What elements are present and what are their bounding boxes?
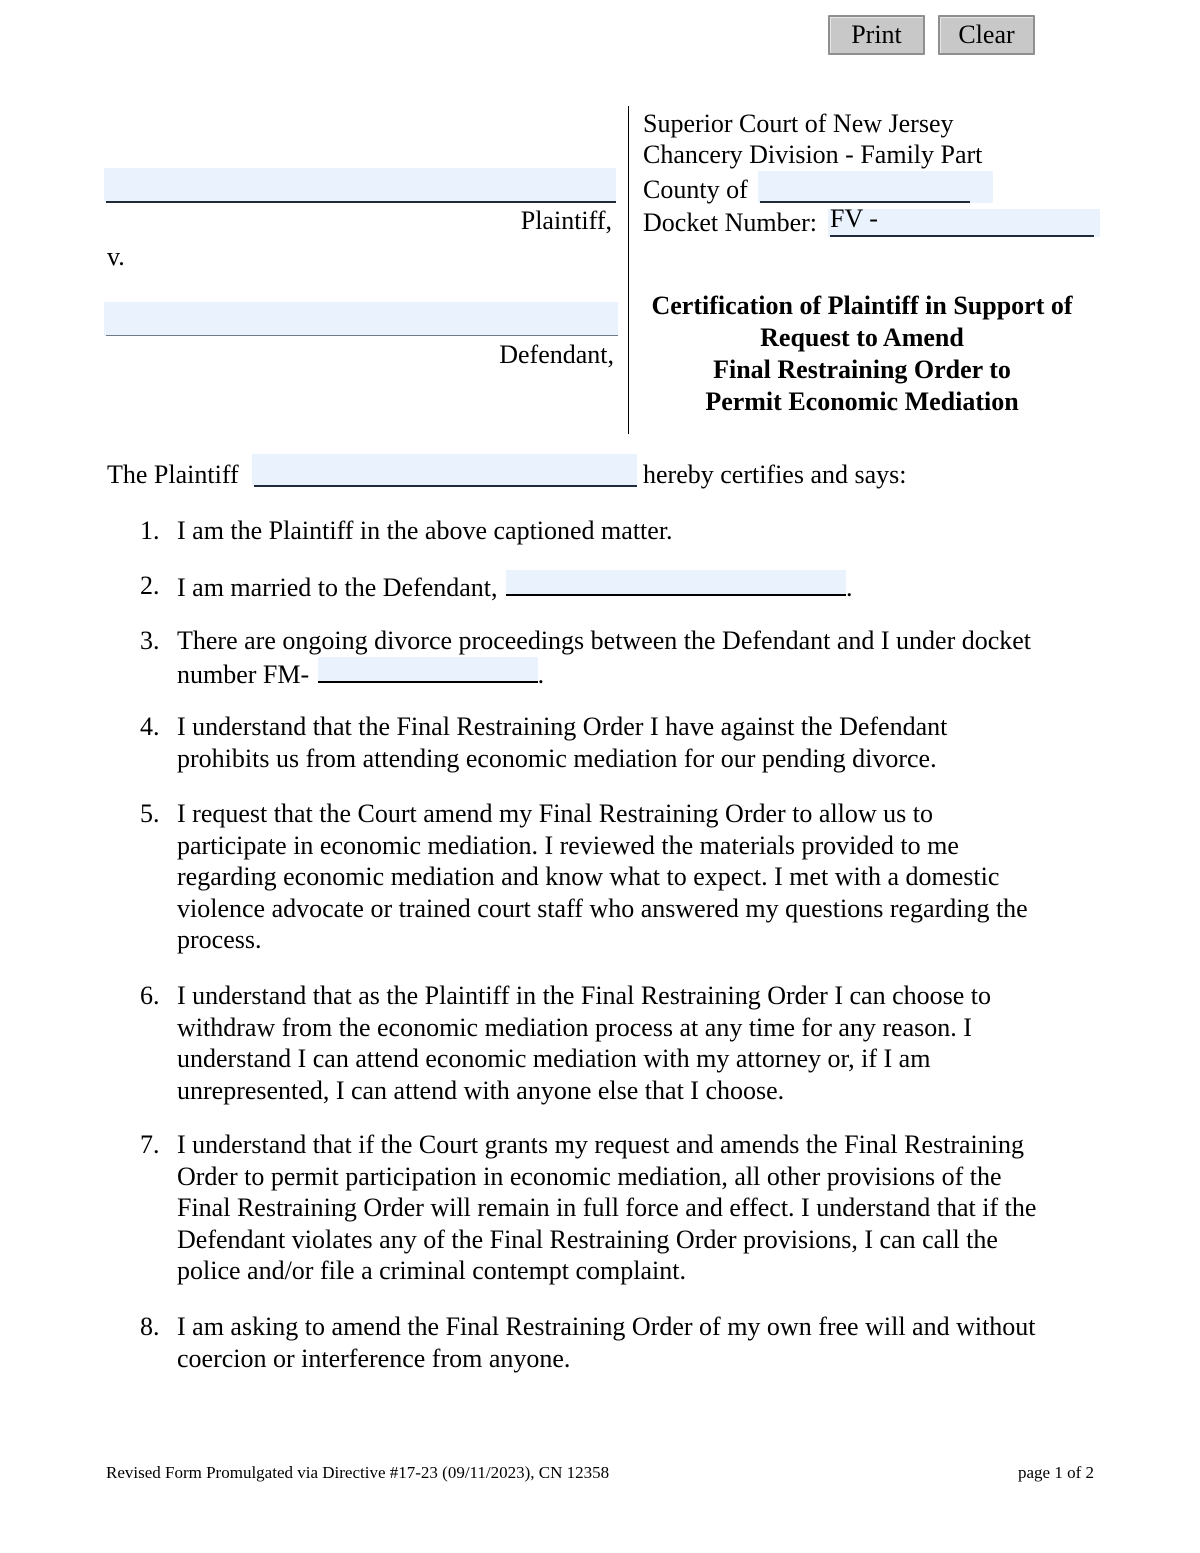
county-label: County of bbox=[643, 175, 748, 204]
certifying-plaintiff-field[interactable] bbox=[252, 454, 637, 486]
item-text: prohibits us from attending economic mediation for our pending divorce. bbox=[177, 743, 937, 773]
item-text: understand I can attend economic mediation with my attorney or, if I am bbox=[177, 1044, 931, 1073]
plaintiff-name-line bbox=[106, 201, 616, 203]
defendant-name-line bbox=[106, 335, 618, 336]
item-text: process. bbox=[177, 925, 262, 954]
print-button[interactable]: Print bbox=[828, 15, 925, 55]
title-line: Permit Economic Mediation bbox=[705, 387, 1019, 416]
caption-divider bbox=[628, 106, 629, 434]
footer-revision: Revised Form Promulgated via Directive #17-23 (09/11/2023), CN 12358 bbox=[106, 1463, 610, 1482]
item-text: participate in economic mediation. I reviewed the materials provided to me bbox=[177, 830, 959, 860]
county-field[interactable] bbox=[758, 171, 993, 203]
versus-label: v. bbox=[107, 242, 125, 271]
certifying-plaintiff-line bbox=[254, 485, 637, 487]
page-number: page 1 of 2 bbox=[1017, 1463, 1094, 1482]
item-text: police and/or file a criminal contempt complaint. bbox=[177, 1256, 686, 1285]
item-text: Order to permit participation in economic mediation, all other provisions of the bbox=[177, 1161, 1002, 1191]
married-defendant-field[interactable] bbox=[506, 570, 846, 596]
item-number: 4. bbox=[140, 712, 160, 741]
item-text: I am married to the Defendant, bbox=[177, 573, 498, 602]
item-text: regarding economic mediation and know what to expect. I met with a domestic bbox=[177, 862, 1000, 891]
plaintiff-label: Plaintiff, bbox=[520, 206, 612, 235]
title-line: Certification of Plaintiff in Support of bbox=[651, 291, 1073, 320]
item-text: I am the Plaintiff in the above captioned matter. bbox=[177, 516, 673, 545]
item-text: withdraw from the economic mediation process at any time for any reason. I bbox=[177, 1012, 972, 1042]
docket-label: Docket Number: bbox=[643, 208, 818, 237]
item-text: I understand that the Final Restraining Order I have against the Defendant bbox=[177, 712, 948, 741]
item-number: 7. bbox=[140, 1130, 160, 1159]
item-text: unrepresented, I can attend with anyone else that I choose. bbox=[177, 1075, 785, 1105]
item-number: 2. bbox=[140, 571, 160, 600]
item-text: I understand that as the Plaintiff in the Final Restraining Order I can choose to bbox=[177, 981, 991, 1010]
title-line: Final Restraining Order to bbox=[713, 355, 1011, 384]
item-text: Defendant violates any of the Final Restraining Order provisions, I can call the bbox=[177, 1224, 998, 1254]
plaintiff-name-field[interactable] bbox=[104, 168, 616, 202]
item-text: violence advocate or trained court staff who answered my questions regarding the bbox=[177, 893, 1028, 923]
item-number: 3. bbox=[140, 626, 160, 655]
item-number: 1. bbox=[140, 516, 160, 545]
form-title bbox=[636, 290, 1088, 418]
item-text: coercion or interference from anyone. bbox=[177, 1343, 571, 1373]
defendant-name-field[interactable] bbox=[104, 302, 618, 336]
fm-docket-field[interactable] bbox=[318, 657, 538, 683]
title-line: Request to Amend bbox=[760, 323, 964, 352]
docket-line bbox=[830, 235, 1094, 237]
intro-after: hereby certifies and says: bbox=[643, 460, 907, 489]
item-number: 6. bbox=[140, 981, 160, 1010]
clear-button[interactable]: Clear bbox=[938, 15, 1035, 55]
item-text: Final Restraining Order will remain in full force and effect. I understand that if the bbox=[177, 1193, 1037, 1222]
item-number: 8. bbox=[140, 1312, 160, 1341]
item-text: I request that the Court amend my Final Restraining Order to allow us to bbox=[177, 799, 934, 828]
item-number: 5. bbox=[140, 799, 160, 828]
item-text: There are ongoing divorce proceedings between the Defendant and I under docket bbox=[177, 626, 1032, 655]
court-name: Superior Court of New Jersey bbox=[643, 109, 954, 138]
item-text: I understand that if the Court grants my request and amends the Final Restraining bbox=[177, 1130, 1024, 1159]
item-text: . bbox=[846, 573, 853, 602]
docket-prefix: FV - bbox=[830, 204, 878, 233]
item-text: I am asking to amend the Final Restraining Order of my own free will and without bbox=[177, 1312, 1036, 1341]
item-text: number FM- bbox=[177, 659, 310, 689]
intro-before: The Plaintiff bbox=[107, 460, 239, 489]
item-text: . bbox=[537, 659, 545, 689]
division-name: Chancery Division - Family Part bbox=[643, 140, 983, 169]
defendant-label: Defendant, bbox=[499, 340, 614, 369]
